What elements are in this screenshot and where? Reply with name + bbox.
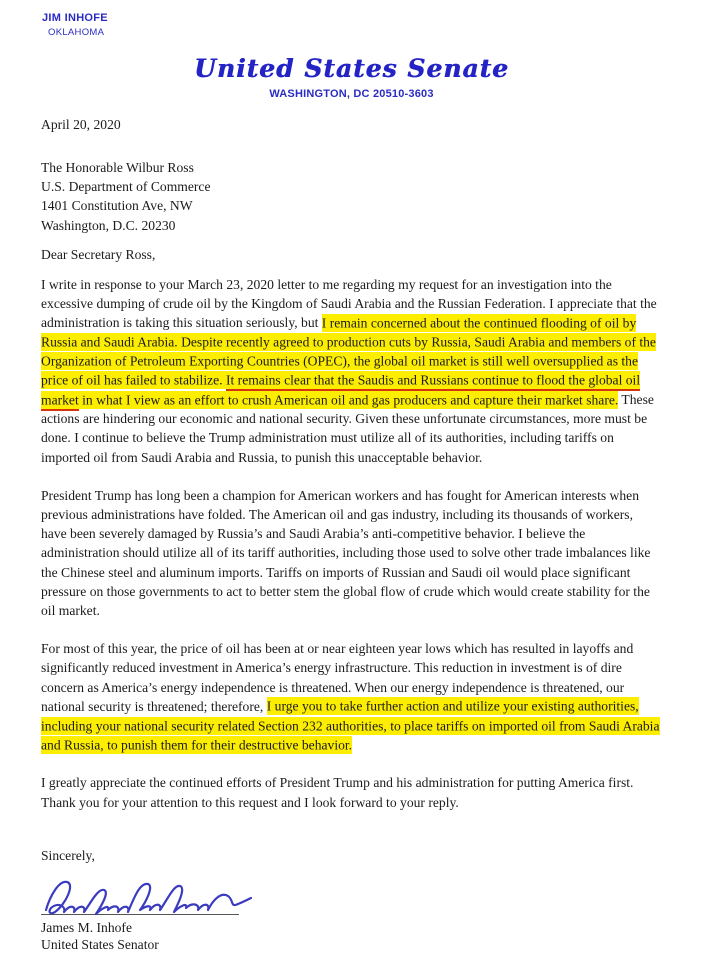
paragraph-text: For most of this year, the price of oil has been at or near eighteen year lows which has resulted in layoffs and significantly reduced investment in America’s energy infrastructure. This reduction in investment is of dire concern as America’s energy independence is threatened. When our energy independence is threatened, our national security is threatened; therefore, <box>41 641 634 714</box>
salutation: Dear Secretary Ross, <box>41 246 156 262</box>
letterhead-address: WASHINGTON, DC 20510-3603 <box>269 88 434 100</box>
letter-paragraph <box>41 275 662 467</box>
letter-date: April 20, 2020 <box>41 117 121 132</box>
letter-paragraph <box>41 773 662 811</box>
paragraph-text: I greatly appreciate the continued efforts of President Trump and his administration for putting America first. Thank you for your attention to this request and I look forward to your reply. <box>41 775 634 810</box>
highlighted-red-underlined-text: It remains clear that the Saudis and Russians continue to flood the global oil market <box>41 371 640 410</box>
signer-name: James M. Inhofe <box>41 919 132 935</box>
letter-body <box>41 275 662 812</box>
signature-block <box>41 870 256 915</box>
valediction: Sincerely, <box>41 847 95 863</box>
recipient-line: The Honorable Wilbur Ross <box>41 160 194 175</box>
letterhead-title: United States Senate <box>194 54 509 83</box>
highlighted-text: in what I view as an effort to crush American oil and gas producers and capture their market share. <box>78 392 619 408</box>
recipient-block <box>41 158 662 235</box>
letterhead <box>41 0 662 100</box>
recipient-line: U.S. Department of Commerce <box>41 179 211 195</box>
signer-title: United States Senator <box>41 936 159 952</box>
recipient-line: 1401 Constitution Ave, NW <box>41 198 193 214</box>
sender-block <box>42 12 108 39</box>
letter-paragraph <box>41 486 662 620</box>
sender-name: JIM INHOFE <box>42 12 108 24</box>
paragraph-text: I write in response to your March 23, 2020 letter to me regarding my request for an investigation into the excessive dumping of crude oil by the Kingdom of Saudi Arabia and the Russian Federation. I appreciate that the administration is taking this situation seriously, but <box>41 276 657 331</box>
signature-underline <box>41 914 239 915</box>
sender-state: OKLAHOMA <box>48 27 105 38</box>
recipient-line: Washington, D.C. 20230 <box>41 217 176 233</box>
letter-paragraph <box>41 639 662 754</box>
highlighted-text: I remain concerned about the continued flooding of oil by Russia and Saudi Arabia. Despite recently agreed to production cuts by Russia, Saudi Arabia and members of the Organization of Petroleum Exporting Countries (OPEC), the global oil market is still well oversupplied as the price of oil has failed to stabilize. <box>41 315 656 388</box>
highlighted-text: I urge you to take further action and utilize your existing authorities, including your national security related Section 232 authorities, to place tariffs on imported oil from Saudi Arabia and Russia, to punish them for their destructive behavior. <box>41 698 660 753</box>
paragraph-text: President Trump has long been a champion for American workers and has fought for American interests when previous administrations have folded. The American oil and gas industry, including its thousands of workers, have been severely damaged by Russia’s and Saudi Arabia’s anti-competitive behavior. I believe the administration should utilize all of its tariff authorities, including those used to solve other trade imbalances like the Chinese steel and aluminum imports. Tariffs on imports of Russian and Saudi oil would place significant pressure on those governments to act to better stem the global flow of crude which would create stability for the oil market. <box>41 487 651 619</box>
paragraph-text: These actions are hindering our economic and national security. Given these unfortunate circumstances, more must be done. I continue to believe the Trump administration must utilize all of its authorities, including tariffs on imported oil from Saudi Arabia and Russia, to punish this unacceptable behavior. <box>41 392 654 465</box>
